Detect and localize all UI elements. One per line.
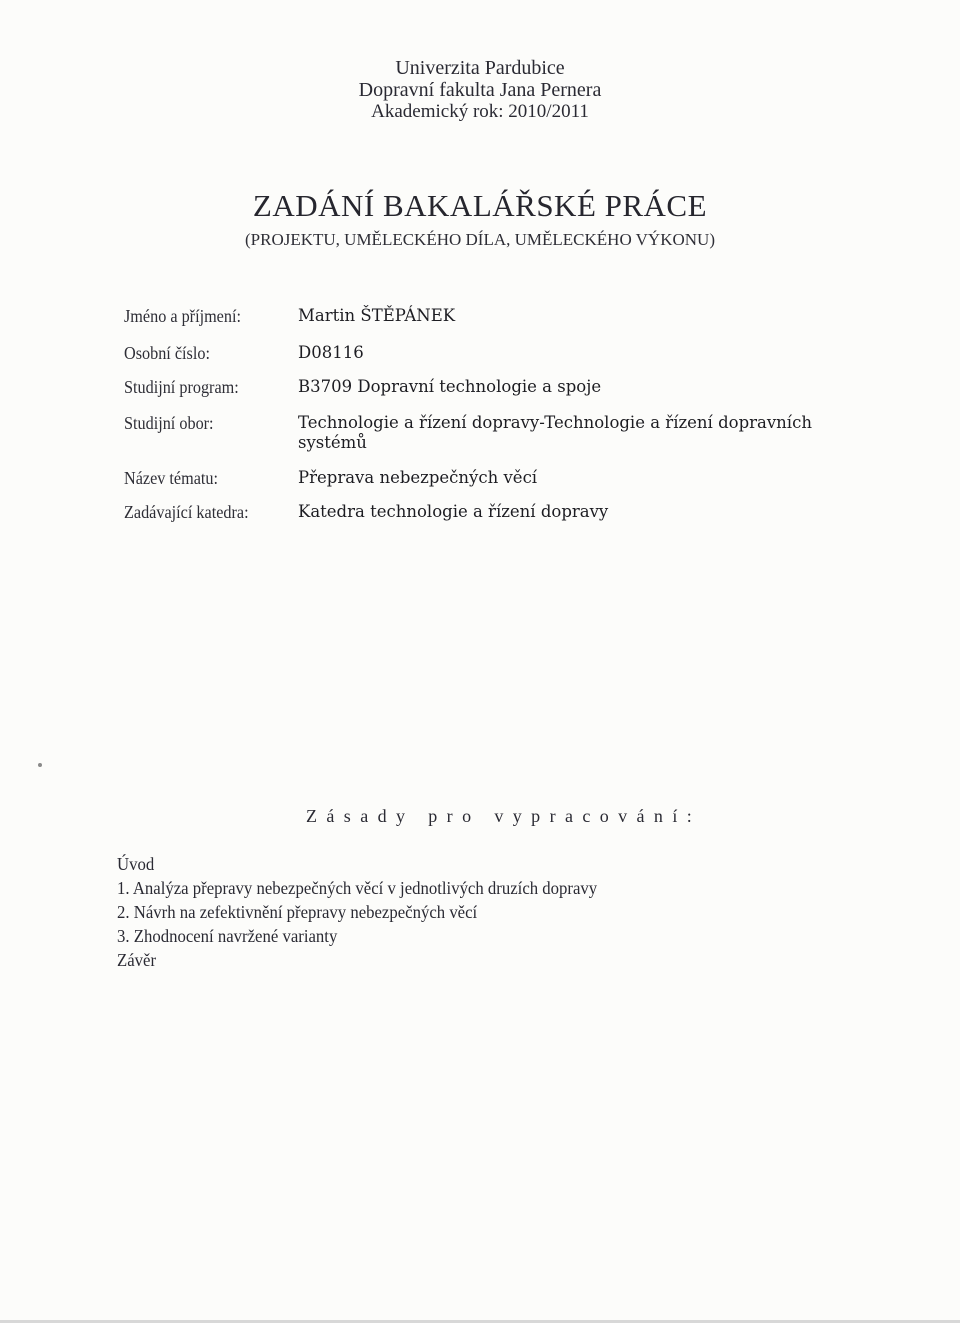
field-label-personal-number: Osobní číslo:	[124, 343, 210, 363]
field-value-personal-number: D08116	[298, 343, 364, 362]
list-item: Závěr	[117, 950, 157, 970]
scan-speck	[38, 763, 42, 767]
field-label-topic: Název tématu:	[124, 468, 219, 488]
field-value-department: Katedra technologie a řízení dopravy	[298, 502, 609, 521]
field-label-name: Jméno a příjmení:	[124, 306, 241, 326]
list-item: Úvod	[117, 854, 155, 874]
document-subtitle: (PROJEKTU, UMĚLECKÉHO DÍLA, UMĚLECKÉHO VÝKONU)	[245, 230, 715, 249]
principles-heading: Zásady pro vypracování:	[306, 806, 702, 826]
list-item: 2. Návrh na zefektivnění přepravy nebezpečných věcí	[117, 902, 478, 922]
list-item: 3. Zhodnocení navržené varianty	[117, 926, 338, 946]
document-title: ZADÁNÍ BAKALÁŘSKÉ PRÁCE	[252, 188, 708, 223]
field-value-study-program: B3709 Dopravní technologie a spoje	[298, 377, 602, 396]
field-label-department: Zadávající katedra:	[124, 502, 249, 522]
field-label-study-program: Studijní program:	[124, 377, 239, 397]
list-item: 1. Analýza přepravy nebezpečných věcí v jednotlivých druzích dopravy	[117, 878, 598, 898]
field-value-topic: Přeprava nebezpečných věcí	[298, 468, 538, 487]
field-value-study-field: Technologie a řízení dopravy-Technologie a řízení dopravních systémů	[298, 413, 812, 452]
academic-year: Akademický rok: 2010/2011	[371, 101, 589, 122]
principles-list	[117, 852, 597, 972]
faculty-name: Dopravní fakulta Jana Pernera	[358, 79, 602, 101]
field-label-study-field: Studijní obor:	[124, 413, 214, 433]
university-name: Univerzita Pardubice	[395, 57, 565, 79]
field-value-name: Martin ŠTĚPÁNEK	[298, 306, 456, 325]
